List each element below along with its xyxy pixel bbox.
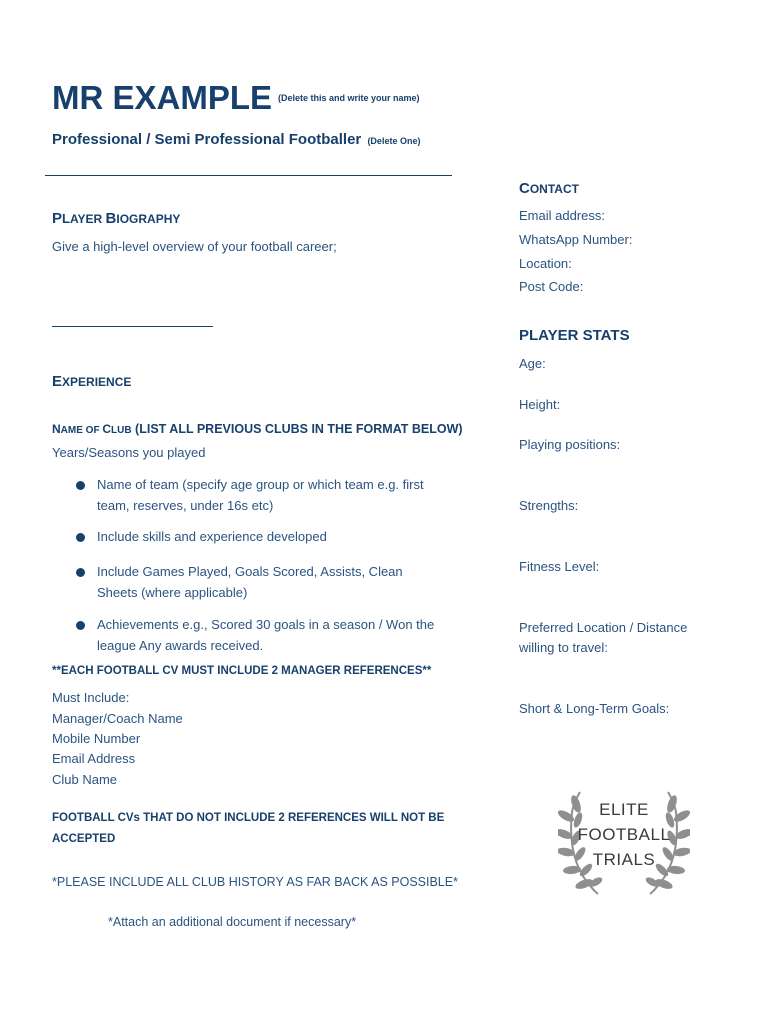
stat-fitness-label: Fitness Level: — [519, 559, 600, 574]
bullet-dot — [76, 568, 85, 577]
role-text: Professional / Semi Professional Footballer — [52, 131, 362, 148]
contact-email-label: Email address: — [519, 208, 605, 223]
exp-heading-rest: XPERIENCE — [62, 375, 132, 389]
logo-line-trials: TRIALS — [592, 850, 656, 869]
stat-height-label: Height: — [519, 397, 561, 412]
experience-heading — [52, 373, 131, 390]
stats-heading: PLAYER STATS — [519, 327, 630, 344]
header-divider — [45, 175, 452, 176]
references-heading: **EACH FOOTBALL CV MUST INCLUDE 2 MANAGER REFERENCES** — [52, 665, 432, 677]
years-played: Years/Seasons you played — [52, 445, 206, 460]
bullet-item: Name of team (specify age group or which team e.g. first team, reserves, under 16s etc) — [97, 477, 424, 513]
bullet-dot — [76, 621, 85, 630]
candidate-name — [52, 78, 420, 118]
stat-strengths-label: Strengths: — [519, 498, 579, 513]
contact-postcode-label: Post Code: — [519, 279, 584, 294]
elite-football-trials-logo — [558, 782, 690, 904]
exp-heading-e: E — [52, 373, 63, 390]
stat-travel-label: willing to travel: — [519, 640, 608, 655]
bullet-item: Include Games Played, Goals Scored, Assists, Clean Sheets (where applicable) — [97, 564, 403, 600]
club-lub: LUB — [111, 425, 132, 436]
contact-location-label: Location: — [519, 256, 572, 271]
logo-line-football: FOOTBALL — [577, 825, 671, 844]
bullet-item: Achievements e.g., Scored 30 goals in a season / Won the league Any awards received. — [97, 617, 435, 653]
logo-line-elite: ELITE — [599, 800, 649, 819]
stat-positions-label: Playing positions: — [519, 437, 621, 452]
biography-divider — [52, 326, 213, 327]
bio-heading-b: B — [105, 210, 117, 227]
stat-location-label: Preferred Location / Distance — [519, 620, 688, 635]
bullet-item: Include skills and experience developed — [97, 529, 327, 544]
name-note: (Delete this and write your name) — [278, 93, 420, 103]
bullet-dot — [76, 481, 85, 490]
reference-item: Club Name — [52, 772, 118, 787]
contact-heading-rest: ONTACT — [529, 182, 579, 196]
bio-heading-iography: IOGRAPHY — [116, 212, 181, 226]
bio-heading-p: P — [52, 210, 63, 227]
references-warning-line2: ACCEPTED — [52, 833, 116, 845]
club-heading — [52, 422, 463, 436]
bio-heading-ayer: AYER — [69, 212, 106, 226]
stat-goals-label: Short & Long-Term Goals: — [519, 701, 670, 716]
role-note: (Delete One) — [367, 136, 421, 146]
club-tail: (LIST ALL PREVIOUS CLUBS IN THE FORMAT BELOW) — [131, 422, 463, 436]
contact-whatsapp-label: WhatsApp Number: — [519, 232, 633, 247]
reference-item: Mobile Number — [52, 731, 141, 746]
reference-item: Manager/Coach Name — [52, 711, 183, 726]
club-n: N — [52, 422, 61, 436]
biography-text: Give a high-level overview of your football career; — [52, 239, 337, 254]
candidate-role — [52, 131, 420, 148]
bullet-dot — [76, 533, 85, 542]
club-c: C — [102, 422, 112, 436]
history-note: *PLEASE INCLUDE ALL CLUB HISTORY AS FAR BACK AS POSSIBLE* — [52, 875, 458, 889]
name-text: MR EXAMPLE — [52, 79, 273, 116]
bio-heading-l: L — [62, 211, 70, 226]
reference-item: Email Address — [52, 751, 136, 766]
contact-heading — [519, 180, 579, 197]
stat-age-label: Age: — [519, 356, 546, 371]
biography-heading — [52, 210, 180, 227]
club-ame-of: AME OF — [60, 425, 103, 436]
references-warning-line1: FOOTBALL CVs THAT DO NOT INCLUDE 2 REFERENCES WILL NOT BE — [52, 812, 445, 824]
reference-item: Must Include: — [52, 690, 130, 705]
attach-note: *Attach an additional document if necessary* — [108, 915, 357, 929]
contact-heading-c: C — [519, 180, 530, 197]
